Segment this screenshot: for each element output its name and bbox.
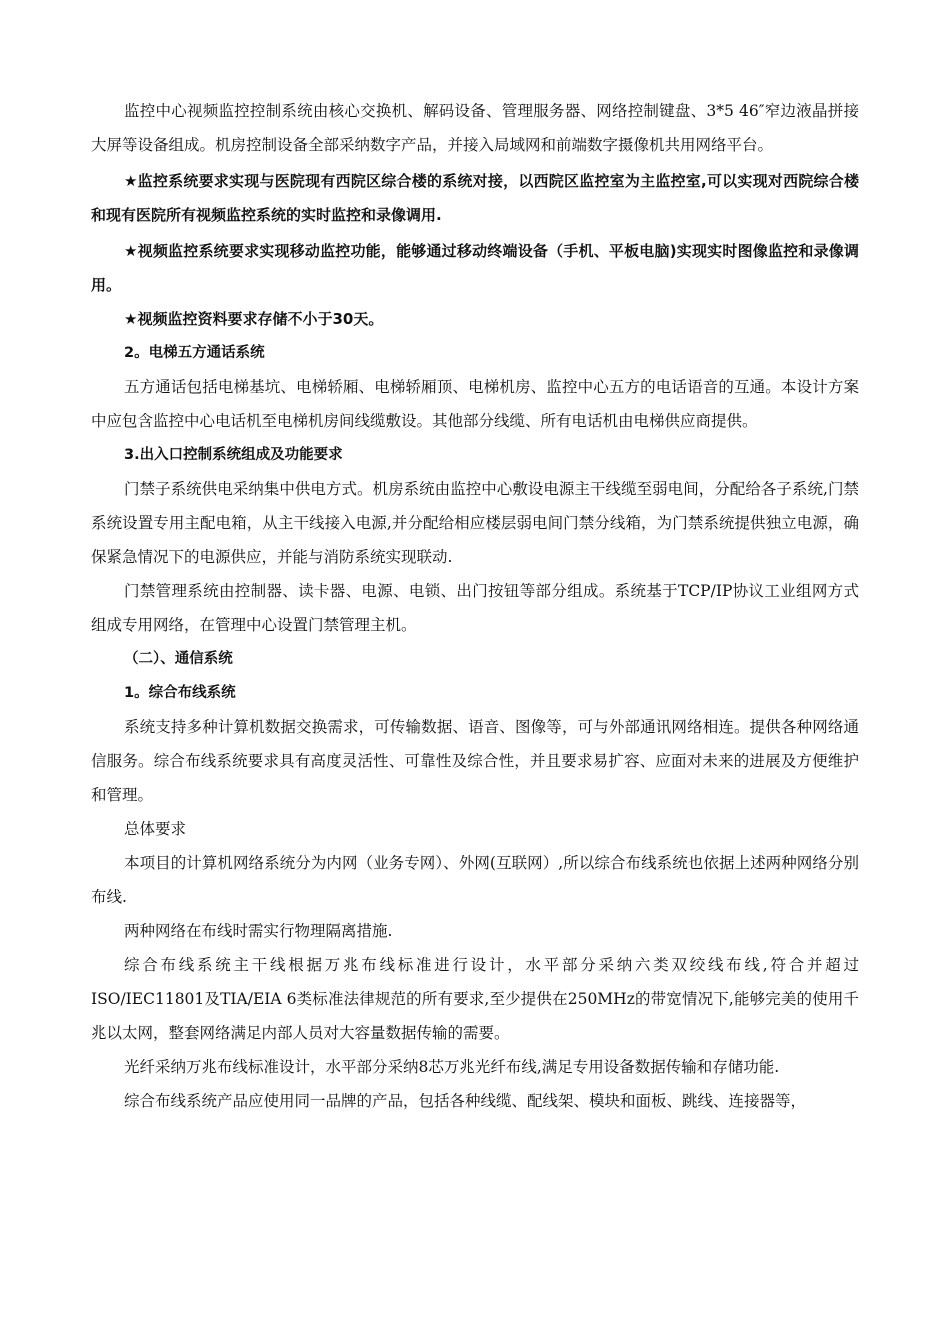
- heading-elevator-intercom: 2。电梯五方通话系统: [124, 345, 265, 361]
- heading-communication-system: （二）、通信系统: [124, 651, 233, 667]
- requirement-mobile-monitoring: ★视频监控系统要求实现移动监控功能，能够通过移动终端设备（手机、平板电脑)实现实时图像监控和录像调用。: [91, 242, 859, 294]
- paragraph-monitoring-center: 监控中心视频监控控制系统由核心交换机、解码设备、管理服务器、网络控制键盘、3*5 46″窄边液晶拼接大屏等设备组成。机房控制设备全部采纳数字产品，并接入局域网和前端数字摄像机共用网络平台。: [91, 102, 859, 154]
- heading-access-control: 3.出入口控制系统组成及功能要求: [124, 447, 343, 463]
- paragraph-access-management: 门禁管理系统由控制器、读卡器、电源、电锁、出门按钮等部分组成。系统基于TCP/IP协议工业组网方式组成专用网络，在管理中心设置门禁管理主机。: [91, 582, 859, 634]
- paragraph-single-brand: 综合布线系统产品应使用同一品牌的产品，包括各种线缆、配线架、模块和面板、跳线、连接器等，: [124, 1092, 807, 1110]
- paragraph-physical-isolation: 两种网络在布线时需实行物理隔离措施.: [124, 922, 393, 940]
- heading-structured-cabling: 1。综合布线系统: [124, 685, 236, 701]
- paragraph-elevator-intercom: 五方通话包括电梯基坑、电梯轿厢、电梯轿厢顶、电梯机房、监控中心五方的电话语音的互通。本设计方案中应包含监控中心电话机至电梯机房间线缆敷设。其他部分线缆、所有电话机由电梯供应商提供。: [91, 378, 859, 430]
- document-page: [91, 94, 859, 1118]
- paragraph-fiber-design: 光纤采纳万兆布线标准设计，水平部分采纳8芯万兆光纤布线,满足专用设备数据传输和存储功能.: [124, 1058, 780, 1076]
- requirement-west-campus-integration: ★监控系统要求实现与医院现有西院区综合楼的系统对接，以西院区监控室为主监控室,可以实现对西院综合楼和现有医院所有视频监控系统的实时监控和录像调用.: [91, 172, 859, 224]
- paragraph-cabling-overview: 系统支持多种计算机数据交换需求，可传输数据、语音、图像等，可与外部通讯网络相连。提供各种网络通信服务。综合布线系统要求具有高度灵活性、可靠性及综合性，并且要求易扩容、应面对未来的进展及方便维护和管理。: [91, 718, 859, 804]
- label-general-requirements: 总体要求: [124, 820, 187, 838]
- requirement-storage-days: ★视频监控资料要求存储不小于30天。: [124, 310, 384, 328]
- paragraph-access-power: 门禁子系统供电采纳集中供电方式。机房系统由监控中心敷设电源主干线缆至弱电间，分配给各子系统,门禁系统设置专用主配电箱，从主干线接入电源,并分配给相应楼层弱电间门禁分线箱，为门禁系统提供独立电源，确保紧急情况下的电源供应，并能与消防系统实现联动.: [91, 480, 859, 566]
- paragraph-network-division: 本项目的计算机网络系统分为内网（业务专网）、外网(互联网）,所以综合布线系统也依据上述两种网络分别布线.: [91, 854, 859, 906]
- paragraph-backbone-design: 综合布线系统主干线根据万兆布线标准进行设计，水平部分采纳六类双绞线布线,符合并超过ISO/IEC11801及TIA/EIA 6类标准法律规范的所有要求,至少提供在250MHz的带宽情况下,能够完美的使用千兆以太网，整套网络满足内部人员对大容量数据传输的需要。: [91, 956, 859, 1042]
